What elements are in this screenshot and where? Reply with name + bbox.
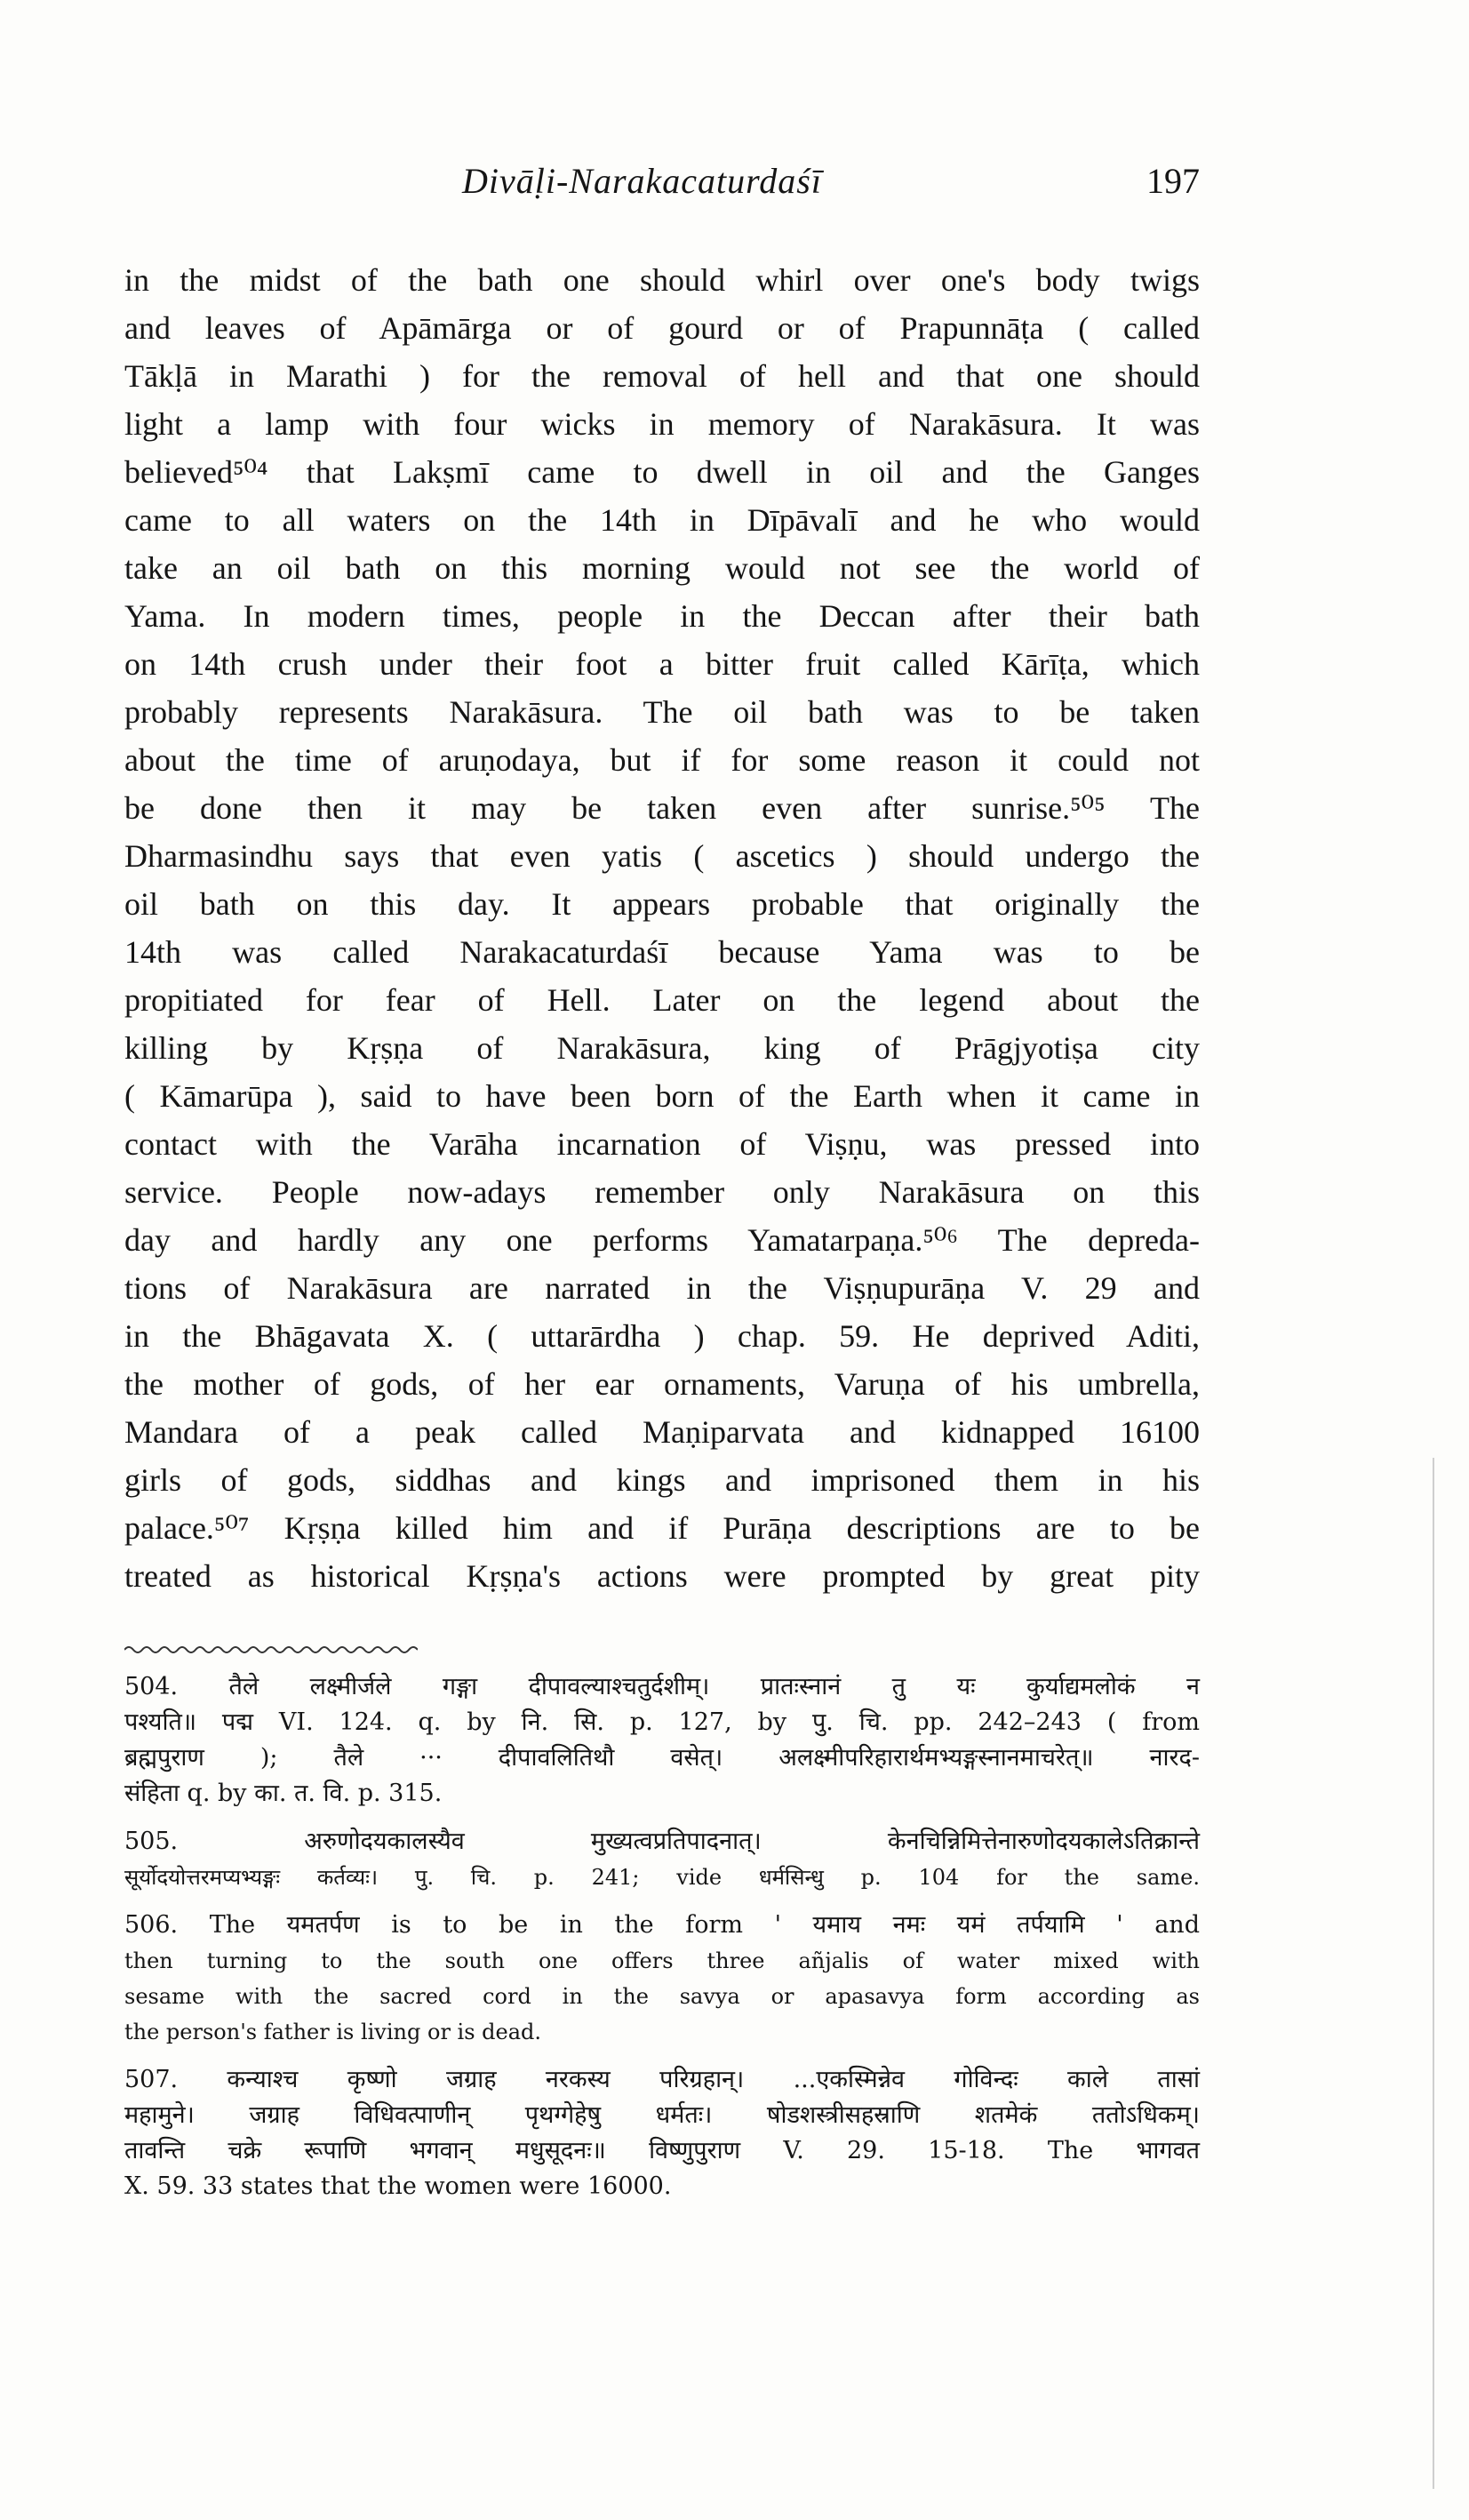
body-line: 14th was called Narakacaturdaśī because Yama was to be: [124, 934, 1200, 970]
body-line: service. People now-adays remember only Narakāsura on this: [124, 1174, 1200, 1210]
footnote-line: संहिता q. by का. त. वि. p. 315.: [124, 1780, 443, 1807]
running-head: [124, 160, 1200, 213]
body-line: and leaves of Apāmārga or of gourd or of Prapunnāṭa ( called: [124, 310, 1200, 346]
footnote-line: ब्रह्मपुराण ); तैले ··· दीपावलितिथौ वसेत्। अलक्ष्मीपरिहारार्थमभ्यङ्गस्नानमाचरेत्॥ नारद-: [124, 1744, 1200, 1772]
footnote-line: पश्यति॥ पद्म VI. 124. q. by नि. सि. p. 127, by पु. चि. pp. 242–243 ( from: [124, 1708, 1200, 1736]
footnote-line: then turning to the south one offers three añjalis of water mixed with: [124, 1948, 1200, 1973]
footnote-line: 504. तैले लक्ष्मीर्जले गङ्गा दीपावल्याश्चतुर्दशीम्। प्रातःस्नानं तु यः कुर्याद्यमलोकं न: [124, 1673, 1200, 1700]
page-number: 197: [1146, 161, 1200, 201]
body-line: light a lamp with four wicks in memory of Narakāsura. It was: [124, 406, 1200, 442]
footnote-line: तावन्ति चक्रे रूपाणि भगवान् मधुसूदनः॥ विष्णुपुराण V. 29. 15-18. The भागवत: [124, 2137, 1200, 2164]
scan-margin-line: [1433, 1458, 1434, 2489]
body-line: Dharmasindhu says that even yatis ( ascetics ) should undergo the: [124, 838, 1200, 874]
body-line: girls of gods, siddhas and kings and imprisoned them in his: [124, 1462, 1200, 1498]
body-line: treated as historical Kṛṣṇa's actions were prompted by great pity: [124, 1558, 1200, 1594]
body-line: the mother of gods, of her ear ornaments, Varuṇa of his umbrella,: [124, 1366, 1200, 1402]
footnote-line: the person's father is living or is dead.: [124, 2020, 542, 2044]
footnote-line: X. 59. 33 states that the women were 16000.: [124, 2172, 672, 2200]
body-line: about the time of aruṇodaya, but if for some reason it could not: [124, 742, 1200, 778]
footnote-506: [124, 1908, 1200, 2050]
footnote-line: सूर्योदयोत्तरमप्यभ्यङ्गः कर्तव्यः। पु. चि. p. 241; vide धर्मसिन्धु p. 104 for the same.: [124, 1865, 1200, 1890]
main-paragraph: [124, 256, 1200, 1600]
body-line: in the Bhāgavata X. ( uttarārdha ) chap. 59. He deprived Aditi,: [124, 1318, 1200, 1354]
body-line: on 14th crush under their foot a bitter fruit called Kārīṭa, which: [124, 646, 1200, 682]
body-line: believed⁵⁰⁴ that Lakṣmī came to dwell in oil and the Ganges: [124, 454, 1200, 490]
body-line: in the midst of the bath one should whirl over one's body twigs: [124, 262, 1200, 298]
running-title: Divāḷi-Narakacaturdaśī: [462, 161, 822, 201]
body-line: day and hardly any one performs Yamatarpaṇa.⁵⁰⁶ The depreda-: [124, 1222, 1200, 1258]
footnote-separator: [124, 1643, 418, 1657]
body-line: Mandara of a peak called Maṇiparvata and kidnapped 16100: [124, 1414, 1200, 1450]
body-line: ( Kāmarūpa ), said to have been born of the Earth when it came in: [124, 1078, 1200, 1114]
body-line: propitiated for fear of Hell. Later on the legend about the: [124, 982, 1200, 1018]
footnote-line: महामुने। जग्राह विधिवत्पाणीन् पृथग्गेहेषु धर्मतः। षोडशस्त्रीसहस्राणि शतमेकं ततोऽधिकम्।: [124, 2101, 1200, 2129]
footnote-line: 507. कन्याश्च कृष्णो जग्राह नरकस्य परिग्रहान्। ...एकस्मिन्नेव गोविन्दः काले तासां: [124, 2066, 1200, 2093]
body-line: Yama. In modern times, people in the Deccan after their bath: [124, 598, 1200, 634]
footnote-line: 506. The यमतर्पण is to be in the form ' यमाय नमः यमं तर्पयामि ' and: [124, 1911, 1200, 1939]
footnote-line: sesame with the sacred cord in the savya or apasavya form according as: [124, 1984, 1200, 2009]
body-line: be done then it may be taken even after sunrise.⁵⁰⁵ The: [124, 790, 1200, 826]
body-line: palace.⁵⁰⁷ Kṛṣṇa killed him and if Purāṇa descriptions are to be: [124, 1510, 1200, 1546]
footnote-line: 505. अरुणोदयकालस्यैव मुख्यत्वप्रतिपादनात्। केनचिन्निमित्तेनारुणोदयकालेऽतिक्रान्ते: [124, 1828, 1200, 1855]
footnote-507: [124, 2062, 1200, 2204]
body-line: Tākḷā in Marathi ) for the removal of hell and that one should: [124, 358, 1200, 394]
body-line: take an oil bath on this morning would not see the world of: [124, 550, 1200, 586]
footnote-505: [124, 1824, 1200, 1895]
body-line: killing by Kṛṣṇa of Narakāsura, king of Prāgjyotiṣa city: [124, 1030, 1200, 1066]
body-line: came to all waters on the 14th in Dīpāvalī and he who would: [124, 502, 1200, 538]
body-line: oil bath on this day. It appears probable that originally the: [124, 886, 1200, 922]
footnotes: [124, 1669, 1200, 2204]
footnote-504: [124, 1669, 1200, 1812]
body-line: contact with the Varāha incarnation of Viṣṇu, was pressed into: [124, 1126, 1200, 1162]
body-line: probably represents Narakāsura. The oil bath was to be taken: [124, 694, 1200, 730]
body-line: tions of Narakāsura are narrated in the Viṣṇupurāṇa V. 29 and: [124, 1270, 1200, 1306]
